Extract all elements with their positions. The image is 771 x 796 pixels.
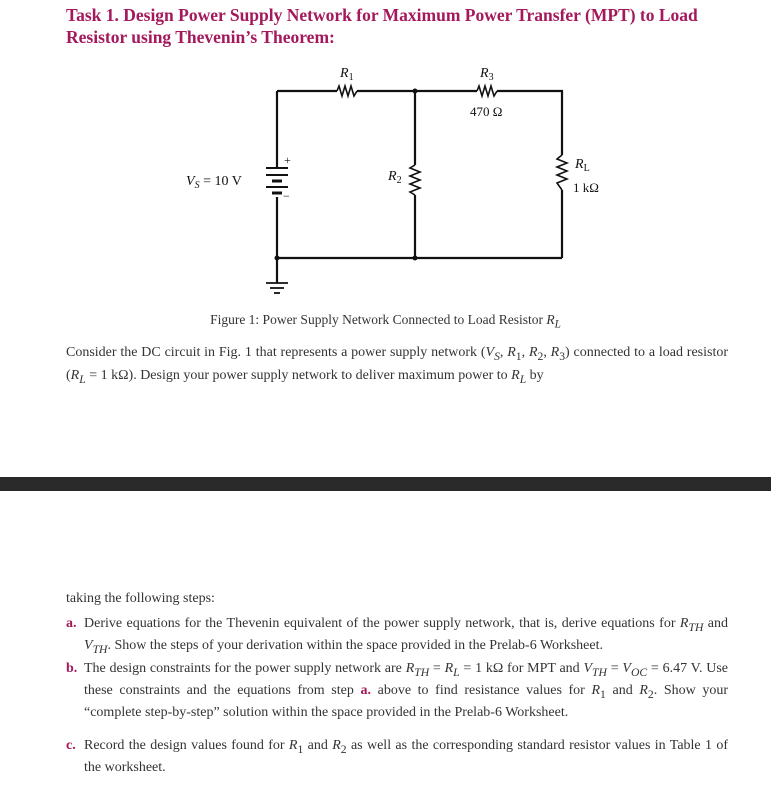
junction-dot bbox=[413, 256, 418, 261]
r3-resistor bbox=[477, 86, 497, 96]
step-marker: b. bbox=[66, 660, 78, 676]
list-item: a. Derive equations for the Thevenin equivalent of the power supply network, that is, derive equations for $R_{TH}$ and $V_{TH}$. Show the steps of your derivation within the space provided in the Prelab-6 Worksheet. bbox=[66, 616, 728, 657]
junction-dot bbox=[413, 89, 418, 94]
steps-list bbox=[66, 615, 728, 777]
rl-label: $R_L$ bbox=[575, 157, 590, 174]
r2-label: $R_2$ bbox=[388, 169, 402, 186]
list-item: c. Record the design values found for $R_1$ and $R_2$ as well as the corresponding standard resistor values in Table 1 of the worksheet. bbox=[66, 737, 729, 775]
battery-plus: + bbox=[284, 153, 291, 167]
step-marker: a. bbox=[66, 616, 77, 631]
r3-value: 470 Ω bbox=[470, 104, 503, 119]
figure-caption: Figure 1: Power Supply Network Connected to Load Resistor $R_L$ bbox=[210, 312, 561, 331]
task-title: Task 1. Design Power Supply Network for Maximum Power Transfer (MPT) to Load Resistor using Thevenin’s Theorem: bbox=[66, 5, 698, 47]
step-marker: c. bbox=[66, 737, 76, 753]
continuation-text: taking the following steps: bbox=[66, 591, 215, 606]
r1-label: $R_1$ bbox=[340, 66, 354, 83]
page-divider bbox=[0, 477, 771, 491]
battery-minus: − bbox=[283, 189, 290, 203]
r2-resistor bbox=[410, 165, 420, 195]
vs-label: $V_S = 10$ V bbox=[186, 174, 242, 191]
r3-label: $R_3$ bbox=[480, 66, 494, 83]
circuit-diagram bbox=[0, 0, 771, 310]
rl-value: 1 kΩ bbox=[573, 180, 599, 195]
list-item: b. The design constraints for the power supply network are $R_{TH} = R_L = 1$ kΩ for MPT and $V_{TH} = V_{OC} = 6.47$ V. Use these constraints and the equations from step a. above to find resistance values for $R_1$ and $R_2$. Show your “complete step-by-step” solution within the space provided in the Prelab-6 Worksheet. bbox=[66, 660, 728, 721]
rl-resistor bbox=[557, 155, 567, 190]
intro-paragraph: Consider the DC circuit in Fig. 1 that represents a power supply network ($V_S$, $R_1$, $R_2$, $R_3$) connected to a load resistor ($R_L = 1$ kΩ). Design your power supply network to deliver maximum power to $R_L$ by bbox=[66, 345, 729, 386]
junction-dot bbox=[275, 256, 280, 261]
r1-resistor bbox=[337, 86, 357, 96]
ground-icon bbox=[266, 283, 288, 293]
